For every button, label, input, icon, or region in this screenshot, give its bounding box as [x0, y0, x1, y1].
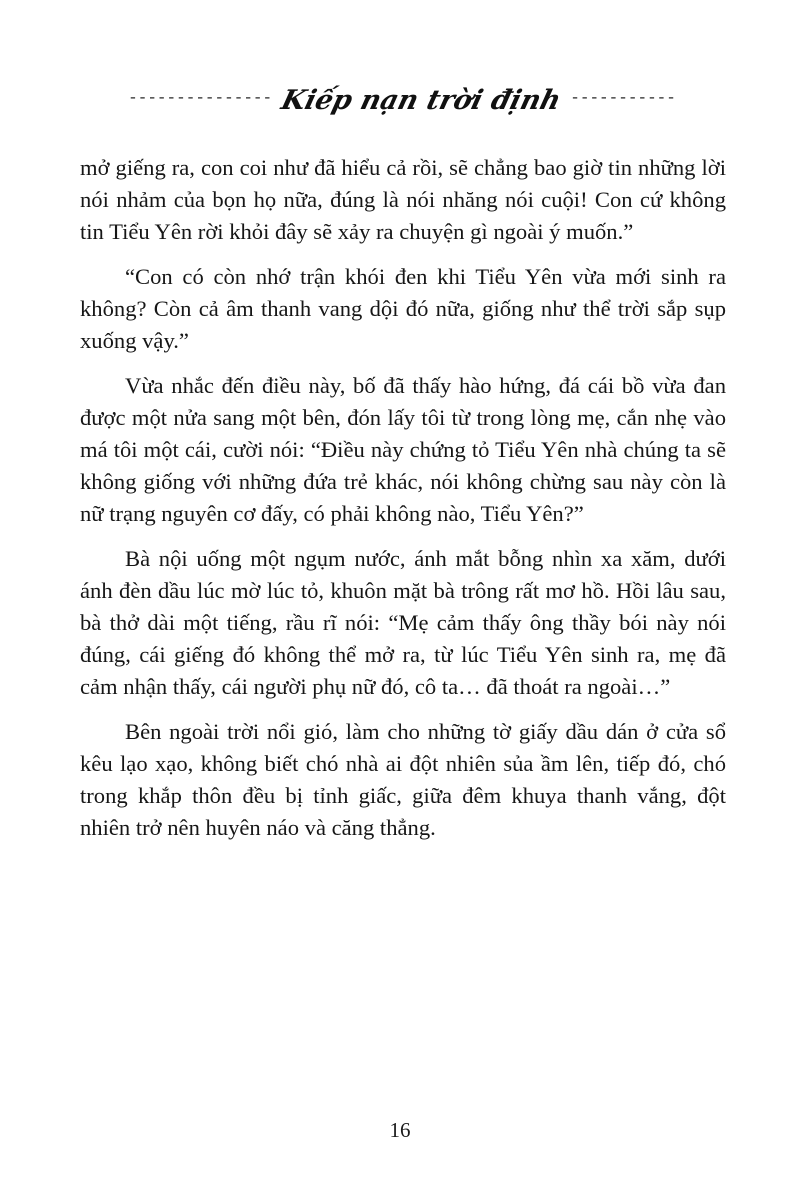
page-number: 16 — [389, 1118, 411, 1142]
paragraph: Bên ngoài trời nổi gió, làm cho những tờ giấy dầu dán ở cửa sổ kêu lạo xạo, không biết chó nhà ai đột nhiên sủa ầm lên, tiếp đó, chó trong khắp thôn đều bị tỉnh giấc, giữa đêm khuya thanh vắng, đột nhiên trở nên huyên náo và căng thẳng. — [80, 719, 726, 840]
running-header — [82, 78, 722, 122]
header-rule-right: ----------- — [570, 89, 676, 107]
paragraph: Bà nội uống một ngụm nước, ánh mắt bỗng nhìn xa xăm, dưới ánh đèn dầu lúc mờ lúc tỏ, khuôn mặt bà trông rất mơ hồ. Hồi lâu sau, bà thở dài một tiếng, rầu rĩ nói: “Mẹ cảm thấy ông thầy bói này nói đúng, cái giếng đó không thể mở ra, từ lúc Tiểu Yên sinh ra, mẹ đã cảm nhận thấy, cái người phụ nữ đó, cô ta… đã thoát ra ngoài…” — [80, 546, 726, 699]
paragraph: “Con có còn nhớ trận khói đen khi Tiểu Yên vừa mới sinh ra không? Còn cả âm thanh vang dội đó nữa, giống như thể trời sắp sụp xuống vậy.” — [80, 264, 726, 353]
chapter-title: Kiếp nạn trời định — [278, 84, 565, 116]
paragraph: Vừa nhắc đến điều này, bố đã thấy hào hứng, đá cái bồ vừa đan được một nửa sang một bên, đón lấy tôi từ trong lòng mẹ, cắn nhẹ vào má tôi một cái, cười nói: “Điều này chứng tỏ Tiểu Yên nhà chúng ta sẽ không giống với những đứa trẻ khác, nói không chừng sau này còn là nữ trạng nguyên cơ đấy, có phải không nào, Tiểu Yên?” — [80, 373, 726, 526]
header-rule-left: --------------- — [128, 89, 273, 107]
paragraph: mở giếng ra, con coi như đã hiểu cả rồi, sẽ chẳng bao giờ tin những lời nói nhảm của bọn họ nữa, đúng là nói nhăng nói cuội! Con cứ không tin Tiểu Yên rời khỏi đây sẽ xảy ra chuyện gì ngoài ý muốn.” — [80, 155, 726, 244]
body-text — [80, 152, 726, 857]
